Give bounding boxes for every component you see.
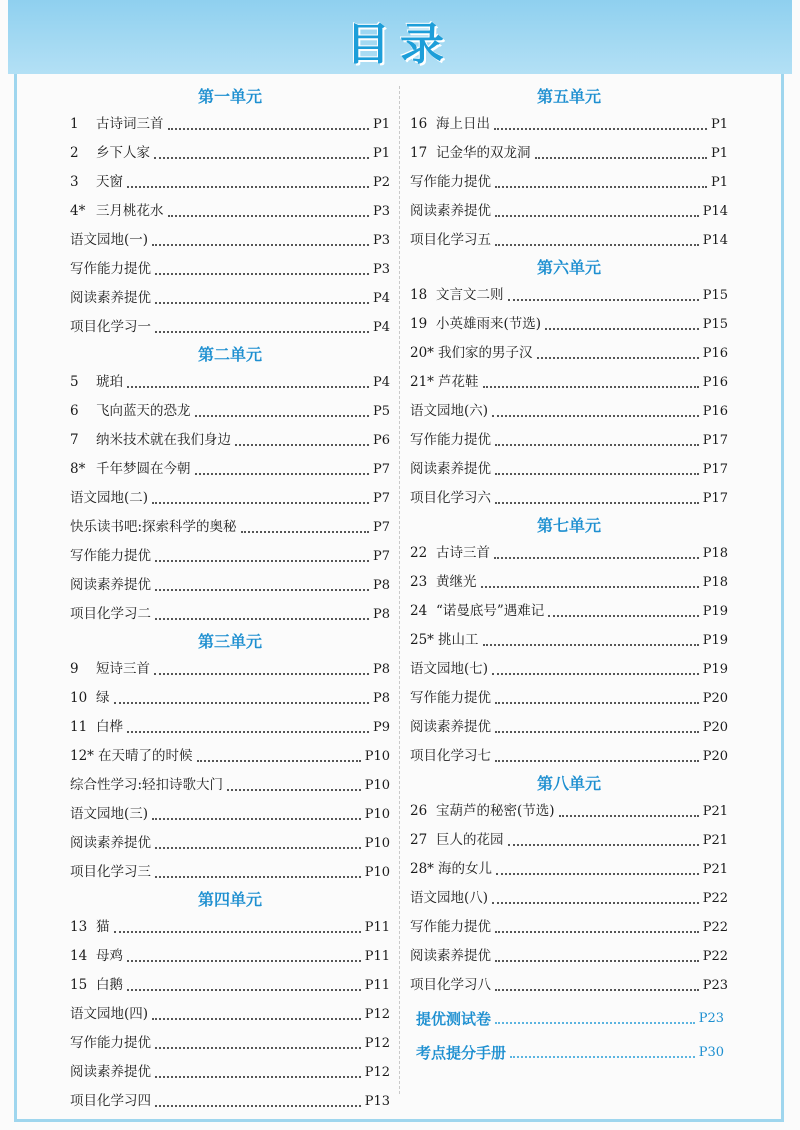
entry-title: 记金华的双龙洞: [436, 145, 531, 161]
dot-leader: [195, 473, 369, 475]
entry-title: 黄继光: [436, 574, 477, 590]
toc-right-column: [410, 84, 728, 1068]
entry-title: 快乐读书吧:探索科学的奥秘: [70, 519, 237, 535]
page-number: P16: [702, 404, 728, 419]
toc-entry[interactable]: [410, 368, 728, 397]
page-number: P8: [372, 691, 390, 706]
toc-entry[interactable]: [70, 771, 390, 800]
entry-title: “诺曼底号”遇难记: [436, 603, 545, 619]
page-number: P30: [698, 1045, 724, 1060]
page-number: P7: [372, 491, 390, 506]
lesson-number: 20*: [410, 345, 434, 361]
lesson-number: 15: [70, 977, 88, 993]
toc-entry[interactable]: [410, 310, 728, 339]
entry-title: 天窗: [96, 174, 123, 190]
page-number: P10: [364, 778, 390, 793]
lesson-number: 2: [70, 145, 79, 161]
dot-leader: [155, 847, 361, 849]
toc-entry[interactable]: [70, 655, 390, 684]
dot-leader: [155, 1105, 361, 1107]
page-number: P19: [702, 662, 728, 677]
page-number: P3: [372, 204, 390, 219]
dot-leader: [535, 157, 707, 159]
page-number: P15: [702, 288, 728, 303]
dot-leader: [152, 818, 361, 820]
lesson-number: 28*: [410, 861, 434, 877]
entry-title: 写作能力提优: [70, 1035, 151, 1051]
dot-leader: [114, 931, 361, 933]
page-number: P8: [372, 607, 390, 622]
dot-leader: [495, 989, 699, 991]
dot-leader: [155, 1047, 361, 1049]
entry-title: 综合性学习:轻扣诗歌大门: [70, 777, 224, 793]
lesson-number: 23: [410, 574, 428, 590]
lesson-number: 22: [410, 545, 428, 561]
entry-title: 千年梦圆在今朝: [96, 461, 191, 477]
dot-leader: [492, 415, 699, 417]
header-banner: [8, 0, 792, 74]
lesson-number: 11: [70, 719, 88, 735]
page-number: P20: [702, 720, 728, 735]
toc-entry[interactable]: [410, 884, 728, 913]
dot-leader: [197, 760, 361, 762]
page-number: P23: [702, 978, 728, 993]
dot-leader: [155, 876, 361, 878]
page-number: P21: [702, 833, 728, 848]
page-number: P17: [702, 462, 728, 477]
lesson-number: 8*: [70, 461, 86, 477]
toc-entry[interactable]: [70, 1000, 390, 1029]
lesson-number: 4*: [70, 203, 86, 219]
dot-leader: [168, 128, 369, 130]
entry-title: 语文园地(六): [410, 403, 489, 419]
page-number: P2: [372, 175, 390, 190]
page-number: P16: [702, 346, 728, 361]
dot-leader: [154, 157, 369, 159]
entry-title: 阅读素养提优: [410, 461, 491, 477]
unit-title: 第二单元: [197, 345, 262, 364]
entry-title: 短诗三首: [96, 661, 150, 677]
page-number: P8: [372, 662, 390, 677]
entry-title: 项目化学习七: [410, 748, 491, 764]
dot-leader: [495, 186, 707, 188]
dot-leader: [494, 557, 699, 559]
unit-title: 第八单元: [536, 774, 601, 793]
dot-leader: [495, 444, 699, 446]
entry-title: 琥珀: [96, 374, 123, 390]
toc-left-column: [70, 84, 390, 1116]
entry-title: 挑山工: [438, 632, 479, 648]
dot-leader: [127, 989, 361, 991]
dot-leader: [495, 960, 699, 962]
dot-leader: [127, 386, 369, 388]
page-number: P1: [710, 117, 728, 132]
toc-entry[interactable]: [70, 226, 390, 255]
extra-section-entry[interactable]: [410, 1004, 728, 1034]
toc-entry[interactable]: [410, 110, 728, 139]
toc-entry[interactable]: [70, 858, 390, 887]
entry-title: 海上日出: [436, 116, 490, 132]
toc-entry[interactable]: [410, 539, 728, 568]
toc-entry[interactable]: [410, 742, 728, 771]
toc-entry[interactable]: [410, 971, 728, 1000]
lesson-number: 16: [410, 116, 428, 132]
toc-entry[interactable]: [70, 571, 390, 600]
entry-title: 猫: [96, 919, 110, 935]
page-number: P7: [372, 549, 390, 564]
entry-title: 项目化学习三: [70, 864, 151, 880]
lesson-number: 7: [70, 432, 79, 448]
entry-title: 语文园地(一): [70, 232, 149, 248]
entry-title: 阅读素养提优: [70, 290, 151, 306]
entry-title: 项目化学习六: [410, 490, 491, 506]
extra-section-entry[interactable]: [410, 1038, 728, 1068]
dot-leader: [195, 415, 369, 417]
entry-title: 在天晴了的时候: [98, 748, 193, 764]
page-number: P10: [364, 865, 390, 880]
dot-leader: [168, 215, 369, 217]
entry-title: 语文园地(七): [410, 661, 489, 677]
page-number: P7: [372, 462, 390, 477]
unit-title: 第六单元: [536, 258, 601, 277]
page-number: P11: [364, 949, 390, 964]
dot-leader: [483, 644, 699, 646]
dot-leader: [127, 731, 369, 733]
toc-entry[interactable]: [70, 313, 390, 342]
entry-title: 项目化学习二: [70, 606, 151, 622]
dot-leader: [495, 502, 699, 504]
lesson-number: 12*: [70, 748, 94, 764]
page-number: P14: [702, 233, 728, 248]
dot-leader: [127, 186, 369, 188]
dot-leader: [492, 673, 699, 675]
dot-leader: [545, 328, 699, 330]
column-divider: [399, 86, 400, 1094]
entry-title: 写作能力提优: [410, 174, 491, 190]
dot-leader: [235, 444, 369, 446]
page-number: P15: [702, 317, 728, 332]
entry-title: 阅读素养提优: [410, 719, 491, 735]
dot-leader: [127, 960, 361, 962]
page-number: P6: [372, 433, 390, 448]
entry-title: 写作能力提优: [410, 919, 491, 935]
lesson-number: 13: [70, 919, 88, 935]
toc-entry[interactable]: [70, 800, 390, 829]
entry-title: 母鸡: [96, 948, 123, 964]
entry-title: 古诗三首: [436, 545, 490, 561]
toc-entry[interactable]: [70, 971, 390, 1000]
toc-entry[interactable]: [410, 826, 728, 855]
entry-title: 写作能力提优: [70, 261, 151, 277]
toc-entry[interactable]: [410, 942, 728, 971]
page-number: P10: [364, 807, 390, 822]
page-number: P4: [372, 375, 390, 390]
lesson-number: 5: [70, 374, 79, 390]
dot-leader: [495, 473, 699, 475]
lesson-number: 9: [70, 661, 79, 677]
dot-leader: [495, 215, 699, 217]
dot-leader: [483, 386, 699, 388]
toc-entry[interactable]: [410, 797, 728, 826]
lesson-number: 19: [410, 316, 428, 332]
toc-entry[interactable]: [410, 426, 728, 455]
page-number: P11: [364, 920, 390, 935]
toc-entry[interactable]: [410, 197, 728, 226]
toc-entry[interactable]: [410, 913, 728, 942]
toc-entry[interactable]: [70, 255, 390, 284]
dot-leader: [495, 702, 699, 704]
entry-title: 乡下人家: [96, 145, 150, 161]
toc-entry[interactable]: [70, 484, 390, 513]
page-number: P4: [372, 291, 390, 306]
entry-title: 文言文二则: [436, 287, 504, 303]
toc-entry[interactable]: [410, 713, 728, 742]
dot-leader: [495, 244, 699, 246]
lesson-number: 21*: [410, 374, 434, 390]
dot-leader: [154, 673, 369, 675]
toc-entry[interactable]: [70, 426, 390, 455]
page-number: P1: [710, 146, 728, 161]
toc-entry[interactable]: [410, 597, 728, 626]
dot-leader: [508, 844, 699, 846]
page-number: P1: [372, 146, 390, 161]
dot-leader: [537, 357, 699, 359]
dot-leader: [155, 618, 369, 620]
entry-title: 语文园地(四): [70, 1006, 149, 1022]
page-number: P14: [702, 204, 728, 219]
page-number: P17: [702, 433, 728, 448]
dot-leader: [152, 1018, 361, 1020]
dot-leader: [155, 273, 369, 275]
toc-entry[interactable]: [70, 197, 390, 226]
toc-entry[interactable]: [70, 1029, 390, 1058]
page-number: P23: [698, 1011, 724, 1026]
toc-entry[interactable]: [70, 742, 390, 771]
toc-entry[interactable]: [70, 942, 390, 971]
dot-leader: [496, 873, 699, 875]
toc-entry[interactable]: [70, 684, 390, 713]
toc-entry[interactable]: [70, 139, 390, 168]
dot-leader: [227, 789, 361, 791]
entry-title: 语文园地(二): [70, 490, 149, 506]
toc-entry[interactable]: [70, 513, 390, 542]
entry-title: 白桦: [96, 719, 123, 735]
toc-entry[interactable]: [70, 368, 390, 397]
lesson-number: 24: [410, 603, 428, 619]
entry-title: 海的女儿: [438, 861, 492, 877]
page-number: P1: [372, 117, 390, 132]
dot-leader: [152, 244, 369, 246]
entry-title: 阅读素养提优: [70, 1064, 151, 1080]
lesson-number: 27: [410, 832, 428, 848]
entry-title: 项目化学习八: [410, 977, 491, 993]
page-number: P12: [364, 1065, 390, 1080]
page-number: P19: [702, 633, 728, 648]
page-number: P9: [372, 720, 390, 735]
entry-title: 写作能力提优: [410, 432, 491, 448]
page-number: P10: [364, 749, 390, 764]
entry-title: 写作能力提优: [410, 690, 491, 706]
toc-entry[interactable]: [70, 455, 390, 484]
page-title: 目录: [346, 19, 454, 70]
page-number: P18: [702, 546, 728, 561]
page-number: P20: [702, 691, 728, 706]
entry-title: 项目化学习一: [70, 319, 151, 335]
dot-leader: [155, 331, 369, 333]
entry-title: 阅读素养提优: [410, 948, 491, 964]
page-number: P22: [702, 949, 728, 964]
toc-entry[interactable]: [410, 684, 728, 713]
page-number: P17: [702, 491, 728, 506]
dot-leader: [548, 615, 698, 617]
page-number: P1: [710, 175, 728, 190]
toc-entry[interactable]: [70, 397, 390, 426]
dot-leader: [155, 589, 369, 591]
entry-title: 语文园地(八): [410, 890, 489, 906]
toc-entry[interactable]: [70, 542, 390, 571]
page-number: P13: [364, 1094, 390, 1109]
page-number: P3: [372, 262, 390, 277]
lesson-number: 18: [410, 287, 428, 303]
dot-leader: [510, 1056, 695, 1058]
entry-title: 芦花鞋: [438, 374, 479, 390]
page-number: P21: [702, 804, 728, 819]
entry-title: 白鹅: [96, 977, 123, 993]
toc-entry[interactable]: [410, 455, 728, 484]
page-number: P4: [372, 320, 390, 335]
toc-entry[interactable]: [410, 626, 728, 655]
lesson-number: 17: [410, 145, 428, 161]
toc-entry[interactable]: [410, 339, 728, 368]
dot-leader: [495, 931, 699, 933]
toc-entry[interactable]: [410, 655, 728, 684]
dot-leader: [155, 302, 369, 304]
page-number: P22: [702, 891, 728, 906]
toc-entry[interactable]: [70, 1087, 390, 1116]
dot-leader: [495, 1022, 695, 1024]
entry-title: 我们家的男子汉: [438, 345, 533, 361]
toc-entry[interactable]: [410, 855, 728, 884]
dot-leader: [114, 702, 369, 704]
entry-title: 写作能力提优: [70, 548, 151, 564]
dot-leader: [495, 731, 699, 733]
entry-title: 阅读素养提优: [70, 577, 151, 593]
lesson-number: 6: [70, 403, 79, 419]
extra-section-title: 考点提分手册: [416, 1044, 507, 1062]
page-number: P12: [364, 1036, 390, 1051]
unit-title: 第七单元: [536, 516, 601, 535]
toc-entry[interactable]: [410, 397, 728, 426]
unit-title: 第三单元: [197, 632, 262, 651]
toc-entry[interactable]: [410, 281, 728, 310]
toc-entry[interactable]: [70, 600, 390, 629]
toc-entry[interactable]: [70, 713, 390, 742]
entry-title: 项目化学习五: [410, 232, 491, 248]
toc-entry[interactable]: [410, 139, 728, 168]
dot-leader: [155, 560, 369, 562]
dot-leader: [494, 128, 707, 130]
lesson-number: 3: [70, 174, 79, 190]
page-number: P7: [372, 520, 390, 535]
dot-leader: [241, 531, 369, 533]
page-number: P11: [364, 978, 390, 993]
unit-title: 第一单元: [197, 87, 262, 106]
unit-title: 第五单元: [536, 87, 601, 106]
lesson-number: 1: [70, 116, 79, 132]
toc-entry[interactable]: [70, 829, 390, 858]
toc-entry[interactable]: [410, 484, 728, 513]
entry-title: 小英雄雨来(节选): [436, 316, 542, 332]
lesson-number: 26: [410, 803, 428, 819]
dot-leader: [152, 502, 369, 504]
entry-title: 飞向蓝天的恐龙: [96, 403, 191, 419]
unit-title: 第四单元: [197, 890, 262, 909]
entry-title: 语文园地(三): [70, 806, 149, 822]
entry-title: 阅读素养提优: [410, 203, 491, 219]
entry-title: 巨人的花园: [436, 832, 504, 848]
toc-entry[interactable]: [70, 1058, 390, 1087]
lesson-number: 14: [70, 948, 88, 964]
page-number: P10: [364, 836, 390, 851]
dot-leader: [155, 1076, 361, 1078]
dot-leader: [559, 815, 699, 817]
entry-title: 纳米技术就在我们身边: [96, 432, 231, 448]
toc-entry[interactable]: [70, 913, 390, 942]
entry-title: 绿: [96, 690, 110, 706]
page-number: P22: [702, 920, 728, 935]
toc-entry[interactable]: [70, 168, 390, 197]
toc-entry[interactable]: [410, 168, 728, 197]
entry-title: 项目化学习四: [70, 1093, 151, 1109]
page-number: P8: [372, 578, 390, 593]
toc-entry[interactable]: [70, 284, 390, 313]
page-number: P20: [702, 749, 728, 764]
entry-title: 古诗词三首: [96, 116, 164, 132]
dot-leader: [495, 760, 699, 762]
lesson-number: 10: [70, 690, 88, 706]
page-number: P5: [372, 404, 390, 419]
dot-leader: [492, 902, 699, 904]
page-number: P12: [364, 1007, 390, 1022]
extra-section-title: 提优测试卷: [416, 1010, 492, 1028]
dot-leader: [481, 586, 699, 588]
toc-entry[interactable]: [70, 110, 390, 139]
toc-entry[interactable]: [410, 568, 728, 597]
entry-title: 阅读素养提优: [70, 835, 151, 851]
entry-title: 三月桃花水: [96, 203, 164, 219]
page-number: P16: [702, 375, 728, 390]
dot-leader: [508, 299, 699, 301]
page-number: P19: [702, 604, 728, 619]
page-number: P18: [702, 575, 728, 590]
entry-title: 宝葫芦的秘密(节选): [436, 803, 555, 819]
page-number: P21: [702, 862, 728, 877]
page-number: P3: [372, 233, 390, 248]
toc-entry[interactable]: [410, 226, 728, 255]
lesson-number: 25*: [410, 632, 434, 648]
